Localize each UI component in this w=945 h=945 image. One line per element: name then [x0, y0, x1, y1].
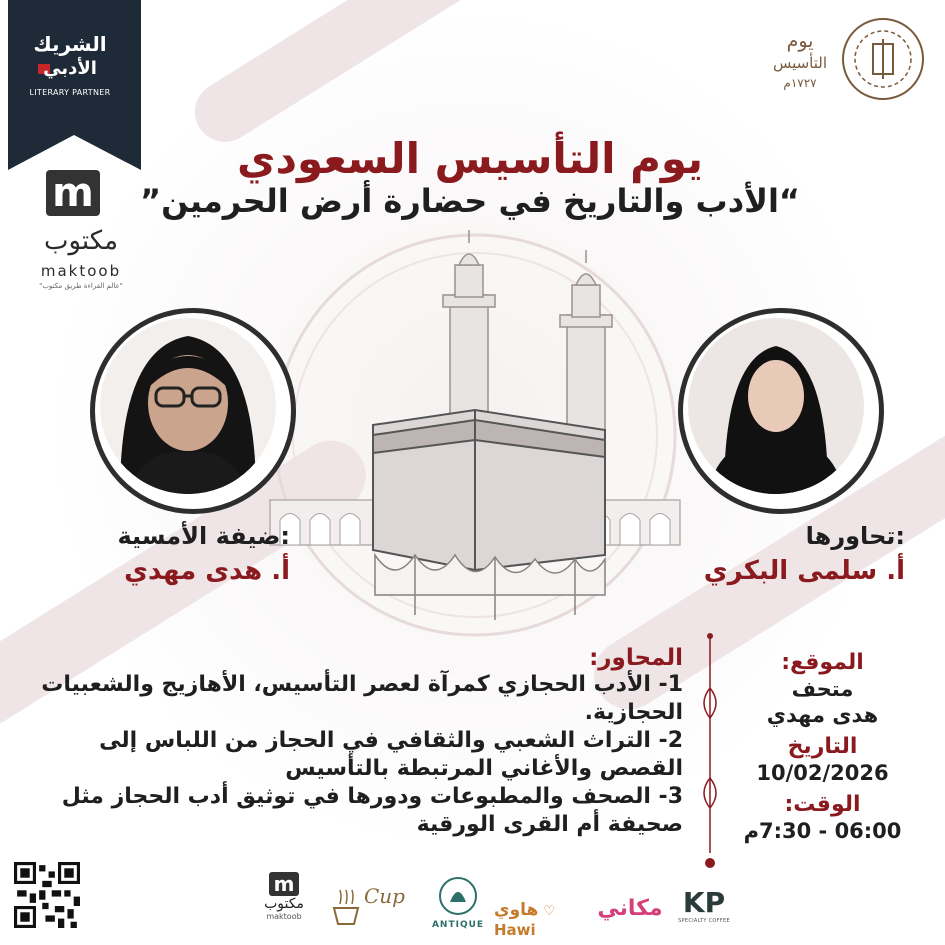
- maktoob-m-icon: m: [46, 170, 100, 216]
- sponsor-hawi-en: Hawi: [494, 921, 536, 939]
- page-subtitle: ”الأدب والتاريخ في حضارة أرض الحرمين“: [140, 182, 800, 220]
- sponsor-hawi-ar: هاوي: [494, 900, 539, 920]
- event-details: [740, 650, 905, 844]
- location-label: الموقع:: [781, 650, 864, 675]
- partner-line2: الأدبي: [43, 58, 97, 79]
- partner-line1: الشريك: [33, 32, 107, 56]
- guest-name: أ. هدى مهدي: [124, 556, 290, 586]
- sponsor-cup: [328, 878, 408, 928]
- sponsor-hawi: [494, 900, 586, 939]
- maktoob-m-icon: m: [269, 872, 299, 896]
- ornament-divider: [696, 628, 724, 878]
- date-value: 10/02/2026: [756, 761, 889, 785]
- guest-role: ضيفة الأمسية:: [117, 522, 290, 550]
- sponsor-antique-label: ANTIQUE: [431, 920, 485, 930]
- qr-code[interactable]: [14, 862, 80, 928]
- sponsor-maktoob: [256, 872, 312, 921]
- maktoob-tagline: "عالم القراءة طريق مكتوب": [39, 282, 123, 290]
- page-title: يوم التأسيس السعودي: [236, 134, 704, 183]
- sponsor-maktoob-sub: maktoob: [266, 912, 302, 921]
- decor-stripe: [184, 0, 657, 153]
- founding-day-line3: ١٧٢٧م: [783, 76, 817, 90]
- location-line1: متحف: [791, 677, 854, 701]
- agenda-heading: المحاور:: [589, 645, 683, 671]
- agenda-section: [18, 645, 683, 839]
- agenda-item: 3- الصحف والمطبوعات ودورها في توثيق أدب الحجاز مثل صحيفة أم القرى الورقية: [61, 784, 683, 837]
- host-photo: [688, 318, 864, 494]
- sponsor-kp-label: KP: [682, 886, 726, 919]
- host-name: أ. سلمى البكري: [703, 556, 905, 586]
- founding-day-emblem-icon: [838, 14, 928, 104]
- founding-day-line2: التأسيس: [772, 54, 828, 72]
- sponsor-cup-label: Cup: [364, 884, 405, 908]
- sponsor-kp: [672, 888, 736, 924]
- host-role: تحاورها:: [805, 522, 905, 550]
- maktoob-arabic: مكتوب: [43, 226, 119, 256]
- time-label: الوقت:: [784, 792, 861, 817]
- agenda-item: 1- الأدب الحجازي كمرآة لعصر التأسيس، الأهازيج والشعبيات الحجازية.: [41, 672, 683, 725]
- sponsor-maktoob-label: مكتوب: [264, 896, 304, 912]
- sponsor-makani: مكاني: [597, 896, 663, 921]
- time-value: 06:00 - 7:30م: [743, 819, 902, 843]
- sponsor-kp-sub: SPECIALTY COFFEE: [678, 918, 730, 924]
- maktoob-english: maktoob: [40, 262, 122, 280]
- sponsor-antique: [426, 876, 490, 930]
- heart-icon: ♡: [543, 904, 556, 919]
- literary-partner-badge: [8, 0, 141, 170]
- founding-day-line1: يوم: [786, 30, 814, 52]
- location-line2: هدى مهدي: [766, 703, 879, 727]
- antique-leaf-icon: [438, 876, 478, 916]
- agenda-item: 2- التراث الشعبي والثقافي في الحجاز من اللباس إلى القصص والأغاني المرتبطة بالتأسيس: [99, 728, 683, 781]
- partner-line3: LITERARY PARTNER: [29, 88, 111, 97]
- date-label: التاريخ: [787, 734, 858, 759]
- kaaba-illustration: [245, 225, 705, 645]
- guest-photo: [100, 318, 276, 494]
